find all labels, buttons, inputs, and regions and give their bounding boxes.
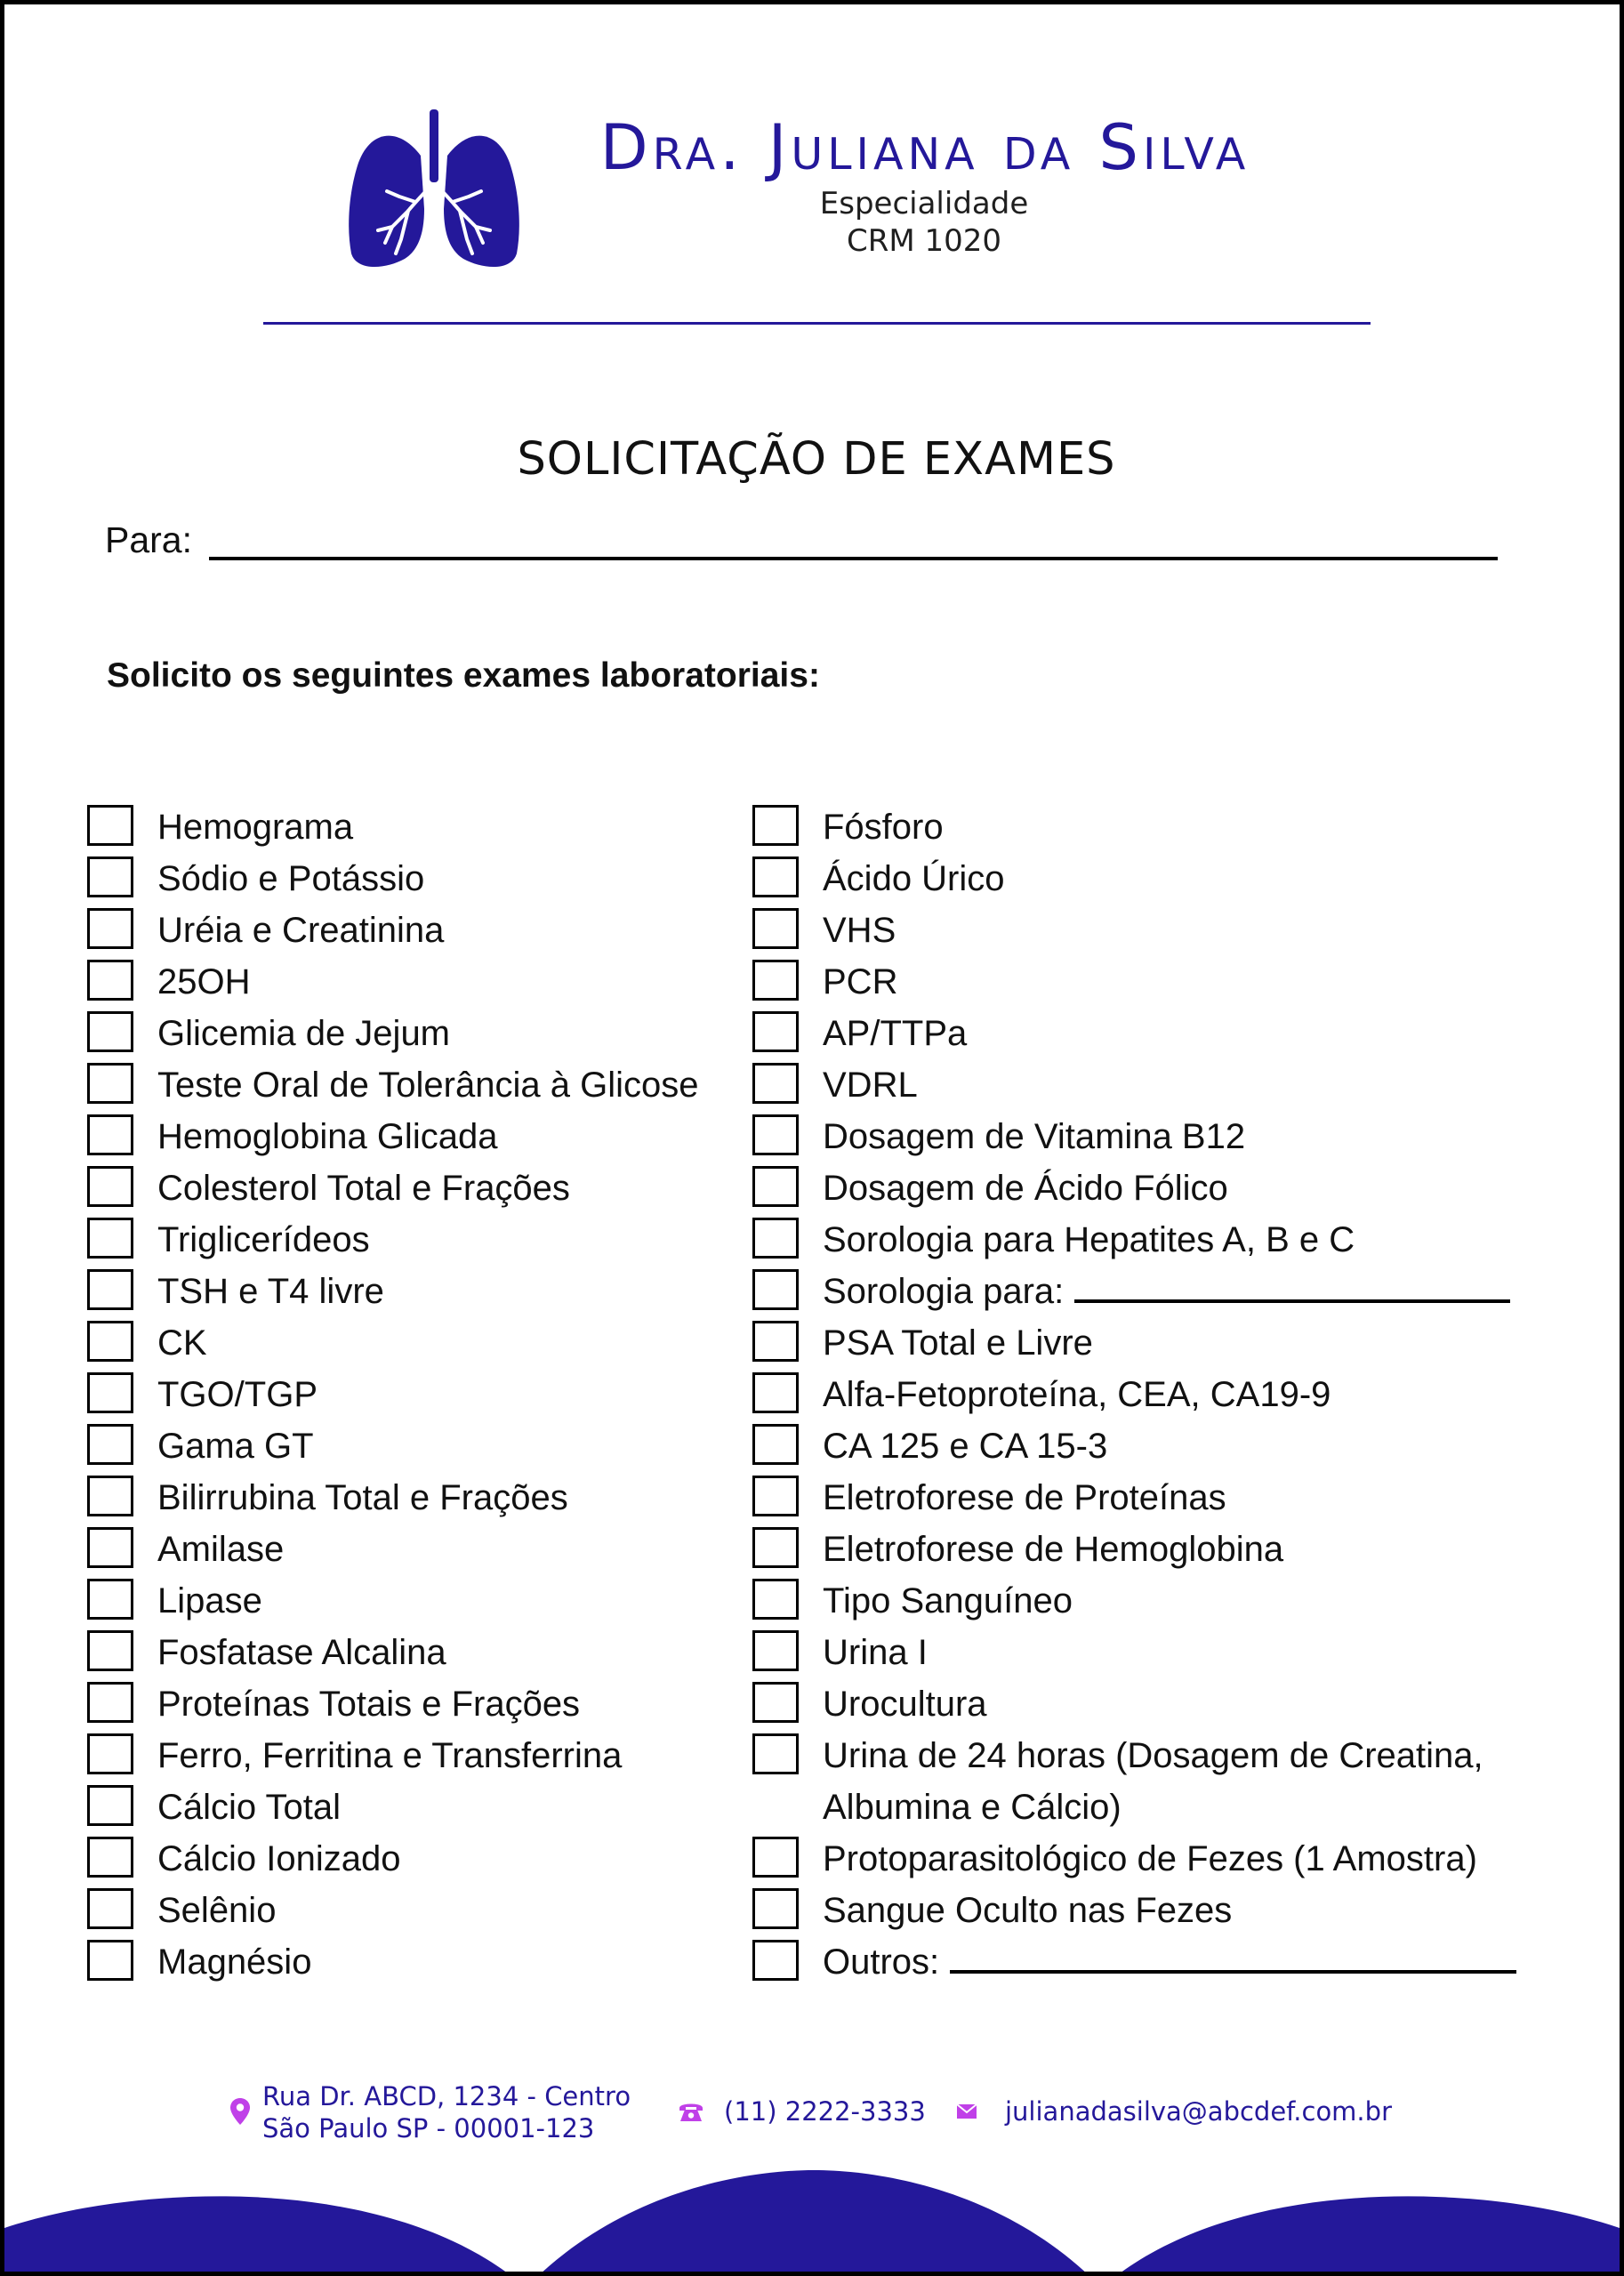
exam-item: [87, 1059, 745, 1111]
exam-checkbox[interactable]: [87, 1063, 133, 1104]
exam-label: Amilase: [157, 1530, 285, 1569]
exam-checkbox[interactable]: [752, 908, 799, 949]
exam-checkbox[interactable]: [87, 1218, 133, 1259]
exam-label: Cálcio Total: [157, 1788, 342, 1827]
exam-checkbox[interactable]: [87, 1733, 133, 1774]
exam-label: Hemograma: [157, 808, 354, 847]
exam-label: Ácido Úrico: [823, 859, 1005, 898]
exam-checkbox[interactable]: [87, 1837, 133, 1878]
exam-checkbox[interactable]: [87, 1579, 133, 1620]
exam-item: [87, 1885, 745, 1936]
exam-label: Outros:: [823, 1942, 940, 1982]
exam-label: Dosagem de Vitamina B12: [823, 1117, 1246, 1156]
exam-checkbox[interactable]: [87, 1527, 133, 1568]
lungs-icon: [346, 109, 522, 269]
exam-label: Triglicerídeos: [157, 1220, 370, 1259]
mail-icon: [956, 2103, 977, 2119]
exam-label: Alfa-Fetoproteína, CEA, CA19-9: [823, 1375, 1331, 1414]
exam-checkbox[interactable]: [87, 1785, 133, 1826]
exam-item: [752, 853, 1535, 905]
exam-checkbox[interactable]: [752, 1888, 799, 1929]
exam-label: Sódio e Potássio: [157, 859, 425, 898]
exam-label: TSH e T4 livre: [157, 1272, 384, 1311]
exam-item: [87, 1111, 745, 1162]
exam-checkbox[interactable]: [87, 1166, 133, 1207]
address-line-2: São Paulo SP - 00001-123: [262, 2113, 595, 2143]
exam-item: [752, 1936, 1535, 1988]
exam-item: [752, 1575, 1535, 1627]
email-address: julianadasilva@abcdef.com.br: [1005, 2096, 1392, 2127]
exam-label: PSA Total e Livre: [823, 1323, 1093, 1363]
exam-label: Protoparasitológico de Fezes (1 Amostra): [823, 1839, 1477, 1878]
document-title: SOLICITAÇÃO DE EXAMES: [517, 433, 1116, 486]
exam-label: Urina I: [823, 1633, 928, 1672]
exam-checkbox[interactable]: [87, 1114, 133, 1155]
exam-item-continuation: [752, 1781, 1535, 1833]
header-divider: [263, 322, 1371, 325]
exam-label: Magnésio: [157, 1942, 312, 1982]
exam-item: [752, 801, 1535, 853]
exam-label: Ferro, Ferritina e Transferrina: [157, 1736, 623, 1775]
exam-label: Urina de 24 horas (Dosagem de Creatina,: [823, 1736, 1483, 1775]
exam-item: [87, 1420, 745, 1472]
exam-item: [87, 1524, 745, 1575]
exam-label: Uréia e Creatinina: [157, 911, 445, 950]
doctor-name: Dra. Juliana da Silva: [599, 111, 1250, 184]
exam-checkbox[interactable]: [752, 1630, 799, 1671]
exam-item: [87, 1781, 745, 1833]
exam-checkbox[interactable]: [752, 1269, 799, 1310]
exam-item: [87, 1627, 745, 1678]
exam-item: [752, 956, 1535, 1008]
exam-label: Sangue Oculto nas Fezes: [823, 1891, 1233, 1930]
exam-item: [87, 1162, 745, 1214]
exam-item: [87, 1730, 745, 1781]
recipient-label: Para:: [105, 519, 192, 560]
exam-checkbox[interactable]: [752, 1372, 799, 1413]
exam-item: [87, 905, 745, 956]
exam-label: VHS: [823, 911, 896, 950]
exam-label: VDRL: [823, 1066, 918, 1105]
exam-label: AP/TTPa: [823, 1014, 968, 1053]
exam-item: [752, 1162, 1535, 1214]
exam-item: [752, 1420, 1535, 1472]
exam-label: Proteínas Totais e Frações: [157, 1685, 581, 1724]
exam-checkbox[interactable]: [752, 1218, 799, 1259]
exam-label: Dosagem de Ácido Fólico: [823, 1169, 1228, 1208]
exam-label: Colesterol Total e Frações: [157, 1169, 570, 1208]
exam-checkbox[interactable]: [752, 1114, 799, 1155]
exam-item: [87, 1575, 745, 1627]
exam-label: Gama GT: [157, 1427, 314, 1466]
exam-label: 25OH: [157, 962, 251, 1001]
exam-item: [87, 1008, 745, 1059]
exam-item: [752, 1524, 1535, 1575]
exam-item: [752, 1266, 1535, 1317]
exam-checkbox[interactable]: [752, 1940, 799, 1981]
exam-checkbox[interactable]: [87, 960, 133, 1001]
exam-label: Eletroforese de Hemoglobina: [823, 1530, 1284, 1569]
exam-checkbox[interactable]: [752, 1424, 799, 1465]
exam-checkbox[interactable]: [752, 1011, 799, 1052]
exam-item: [752, 1730, 1535, 1781]
exam-item: [752, 1214, 1535, 1266]
exam-label: Eletroforese de Proteínas: [823, 1478, 1226, 1517]
exam-label: Hemoglobina Glicada: [157, 1117, 498, 1156]
address-line-1: Rua Dr. ABCD, 1234 - Centro: [262, 2081, 631, 2111]
exam-item: [752, 1885, 1535, 1936]
exam-label: Tipo Sanguíneo: [823, 1581, 1073, 1621]
exam-item: [87, 1266, 745, 1317]
exam-item: [87, 1317, 745, 1369]
others-fill-line[interactable]: [950, 1970, 1516, 1974]
exam-checkbox[interactable]: [87, 1630, 133, 1671]
exam-label: PCR: [823, 962, 898, 1001]
location-pin-icon: [229, 2097, 251, 2126]
exam-label: Selênio: [157, 1891, 277, 1930]
recipient-field[interactable]: [209, 557, 1498, 560]
exam-checkbox[interactable]: [752, 1476, 799, 1516]
intro-text: Solicito os seguintes exames laboratoriais:: [107, 656, 820, 695]
exam-checkbox[interactable]: [752, 960, 799, 1001]
exam-checkbox[interactable]: [752, 1166, 799, 1207]
serology-fill-line[interactable]: [1074, 1299, 1510, 1303]
exam-checkbox[interactable]: [87, 1424, 133, 1465]
exam-checkbox[interactable]: [752, 857, 799, 897]
exam-label: Bilirrubina Total e Frações: [157, 1478, 568, 1517]
exam-checkbox[interactable]: [752, 1063, 799, 1104]
specialty: Especialidade: [819, 186, 1029, 221]
footer-wave-decoration: [4, 2166, 1620, 2276]
exam-item: [87, 956, 745, 1008]
phone-number: (11) 2222-3333: [724, 2096, 926, 2127]
exam-label: Sorologia para Hepatites A, B e C: [823, 1220, 1355, 1259]
exam-label: Sorologia para:: [823, 1272, 1065, 1311]
exam-checkbox[interactable]: [87, 1372, 133, 1413]
exam-checkbox[interactable]: [87, 1476, 133, 1516]
exam-checkbox[interactable]: [87, 1011, 133, 1052]
exam-checkbox[interactable]: [752, 1527, 799, 1568]
exam-checkbox[interactable]: [87, 1682, 133, 1723]
exam-item: [87, 1678, 745, 1730]
exam-list-right: [752, 801, 1535, 1988]
exam-label: CK: [157, 1323, 207, 1363]
exam-checkbox[interactable]: [752, 1682, 799, 1723]
exam-item: [87, 1936, 745, 1988]
exam-item: [752, 1369, 1535, 1420]
exam-item: [752, 1472, 1535, 1524]
exam-item: [752, 1059, 1535, 1111]
exam-item: [752, 1008, 1535, 1059]
exam-item: [87, 1833, 745, 1885]
exam-checkbox[interactable]: [87, 908, 133, 949]
crm-number: CRM 1020: [846, 223, 1002, 259]
exam-item: [752, 1833, 1535, 1885]
phone-icon: [678, 2100, 704, 2123]
exam-checkbox[interactable]: [87, 1321, 133, 1362]
exam-checkbox[interactable]: [752, 805, 799, 846]
exam-checkbox[interactable]: [752, 1733, 799, 1774]
exam-label: TGO/TGP: [157, 1375, 318, 1414]
exam-item: [752, 1627, 1535, 1678]
exam-item: [752, 1111, 1535, 1162]
exam-item: [752, 1678, 1535, 1730]
exam-checkbox[interactable]: [87, 1888, 133, 1929]
exam-label: Urocultura: [823, 1685, 987, 1724]
exam-checkbox[interactable]: [752, 1321, 799, 1362]
exam-label: CA 125 e CA 15-3: [823, 1427, 1108, 1466]
exam-label: Cálcio Ionizado: [157, 1839, 401, 1878]
exam-label: Fosfatase Alcalina: [157, 1633, 446, 1672]
exam-item: [87, 801, 745, 853]
exam-item: [752, 1317, 1535, 1369]
exam-item: [87, 853, 745, 905]
exam-checkbox[interactable]: [87, 1940, 133, 1981]
exam-label: Lipase: [157, 1581, 262, 1621]
exam-checkbox[interactable]: [752, 1579, 799, 1620]
exam-item: [752, 905, 1535, 956]
exam-checkbox[interactable]: [87, 857, 133, 897]
exam-checkbox[interactable]: [752, 1837, 799, 1878]
exam-item: [87, 1472, 745, 1524]
exam-label: Albumina e Cálcio): [823, 1788, 1122, 1827]
exam-label: Teste Oral de Tolerância à Glicose: [157, 1066, 699, 1105]
exam-label: Fósforo: [823, 808, 944, 847]
exam-list-left: [87, 801, 745, 1988]
exam-checkbox[interactable]: [87, 805, 133, 846]
exam-label: Glicemia de Jejum: [157, 1014, 451, 1053]
exam-item: [87, 1214, 745, 1266]
exam-checkbox[interactable]: [87, 1269, 133, 1310]
exam-item: [87, 1369, 745, 1420]
